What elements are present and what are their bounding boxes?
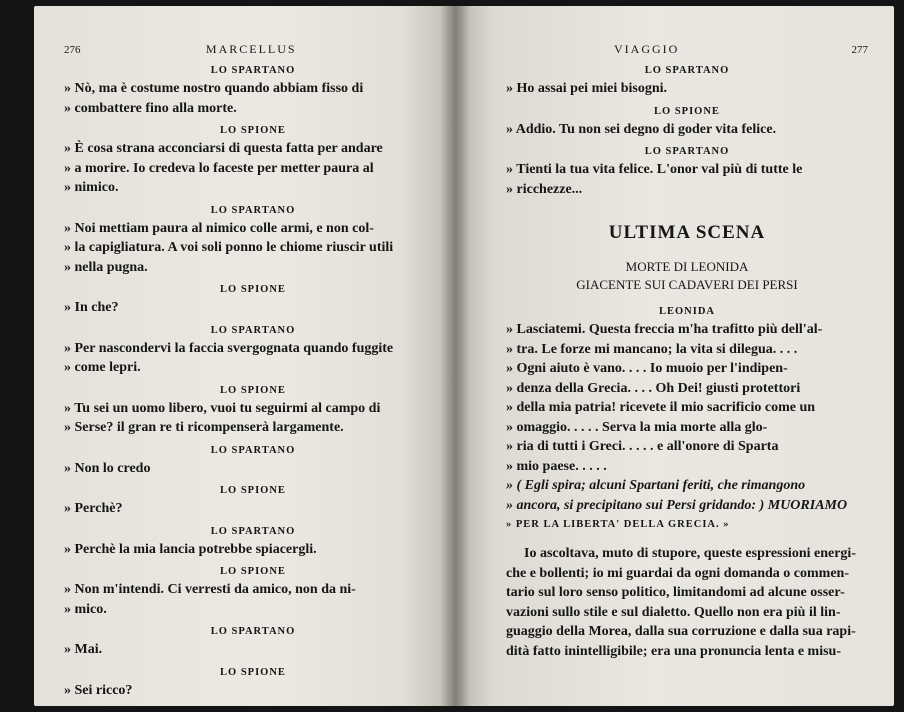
dialogue-line: » la capigliatura. A voi soli ponno le chiome riuscir utili (64, 240, 394, 255)
dialogue-line: » Serse? il gran re ti ricompenserà largamente. (64, 420, 344, 435)
speaker-label: LO SPARTANO (210, 626, 296, 637)
final-speech (506, 320, 868, 476)
left-page-content (64, 42, 442, 705)
right-dialogue (506, 63, 868, 204)
speaker-label: LO SPARTANO (210, 324, 296, 336)
stage-direction-2: » ancora, si precipitano sui Persi gridando: ) MUORIAMO (506, 497, 848, 513)
speaker-label: LO SPARTANO (210, 65, 296, 76)
prose-line: tario sul loro senso politico, limitandomi ad alcune osser- (506, 585, 845, 600)
scene-subtitle-2: GIACENTE SUI CADAVERI DEI PERSI (576, 277, 798, 292)
speech-line: » denza della Grecia. . . . Oh Dei! giusti protettori (506, 380, 801, 396)
prose-line: guaggio della Morea, dalla sua corruzione e dalla sua rapi- (506, 624, 856, 639)
speech-line: » della mia patria! ricevete il mio sacrificio come un (506, 400, 816, 415)
dialogue-line: » In che? (64, 300, 119, 315)
dialogue-line: » Sei ricco? (64, 682, 133, 698)
speaker-label: LO SPARTANO (210, 204, 296, 216)
right-page-number: 277 (851, 44, 868, 56)
right-page (454, 6, 894, 706)
speaker-label: LO SPIONE (220, 666, 286, 678)
speech-line: » tra. Le forze mi mancano; la vita si dilegua. . . . (506, 341, 798, 357)
dialogue-line: » Nò, ma è costume nostro quando abbiam fisso di (64, 81, 364, 96)
speech-line: » mio paese. . . . . (506, 458, 607, 474)
dialogue-line: » Tienti la tua vita felice. L'onor val più di tutte le (506, 162, 803, 177)
left-running-head (64, 42, 442, 57)
left-dialogue (64, 63, 442, 705)
prose-line: vazioni sullo stile e sul dialetto. Quello non era più il lin- (506, 604, 841, 620)
dialogue-line: » combattere fino alla morte. (64, 100, 237, 116)
speaker-label: LO SPARTANO (644, 65, 730, 76)
speaker-label: LO SPIONE (220, 125, 286, 136)
dialogue-line: » Noi mettiam paura al nimico colle armi, e non col- (64, 220, 374, 236)
speaker-label: LO SPIONE (220, 485, 286, 496)
dialogue-line: » Perchè? (64, 501, 123, 516)
speaker-label: LO SPIONE (220, 384, 286, 396)
speaker-label: LO SPARTANO (210, 444, 296, 456)
final-speaker: LEONIDA (658, 306, 715, 317)
speech-line: » Lasciatemi. Questa freccia m'ha trafitto più dell'al- (506, 322, 823, 337)
dialogue-line: » come lepri. (64, 360, 141, 375)
left-page (34, 6, 454, 706)
scene-title: ULTIMA SCENA (608, 222, 766, 243)
dialogue-line: » nella pugna. (64, 259, 148, 275)
right-page-content (506, 42, 868, 661)
dialogue-line: » È cosa strana acconciarsi di questa fatta per andare (64, 141, 383, 156)
speaker-label: LO SPARTANO (644, 146, 730, 157)
dialogue-line: » a morire. Io credeva lo faceste per metter paura al (64, 160, 374, 176)
stage-direction-1: » ( Egli spira; alcuni Spartani feriti, che rimangono (506, 478, 806, 493)
speech-line: » Ogni aiuto è vano. . . . Io muoio per l'indipen- (506, 361, 788, 376)
dialogue-line: » ricchezze... (506, 181, 583, 197)
speaker-label: LO SPIONE (220, 284, 286, 295)
right-running-title: VIAGGIO (614, 42, 680, 56)
left-page-number: 276 (64, 44, 81, 56)
dialogue-line: » Per nascondervi la faccia svergognata quando fuggite (64, 340, 394, 356)
prose-line: che e bollenti; io mi guardai da ogni domanda o commen- (506, 565, 850, 581)
speech-line: » ria di tutti i Greci. . . . . e all'onore di Sparta (506, 439, 779, 454)
dialogue-line: » Non m'intendi. Ci verresti da amico, non da ni- (64, 582, 356, 597)
dialogue-line: » Mai. (64, 642, 103, 657)
right-running-head (506, 42, 868, 57)
prose-line: Io ascoltava, muto di stupore, queste espressioni energi- (524, 546, 856, 561)
scene-subtitle-1: MORTE DI LEONIDA (625, 259, 749, 274)
dialogue-line: » Tu sei un uomo libero, vuoi tu seguirmi al campo di (64, 400, 381, 416)
dialogue-line: » Addio. Tu non sei degno di goder vita felice. (506, 121, 777, 137)
speaker-label: LO SPIONE (220, 566, 286, 577)
prose-line: dità fatto inintelligibile; era una pronuncia lenta e misu- (506, 643, 841, 659)
narrative-paragraph (506, 544, 868, 661)
speaker-label: LO SPARTANO (210, 525, 296, 537)
dialogue-line: » nimico. (64, 180, 119, 195)
left-running-title: MARCELLUS (205, 42, 297, 56)
closing-cry: » PER LA LIBERTA' DELLA GRECIA. » (506, 519, 730, 530)
dialogue-line: » Perchè la mia lancia potrebbe spiacergli. (64, 541, 317, 557)
dialogue-line: » mico. (64, 601, 107, 617)
speaker-label: LO SPIONE (654, 105, 720, 117)
dialogue-line: » Non lo credo (64, 460, 151, 476)
speech-line: » omaggio. . . . . Serva la mia morte alla glo- (506, 419, 768, 435)
dialogue-line: » Ho assai pei miei bisogni. (506, 81, 668, 96)
